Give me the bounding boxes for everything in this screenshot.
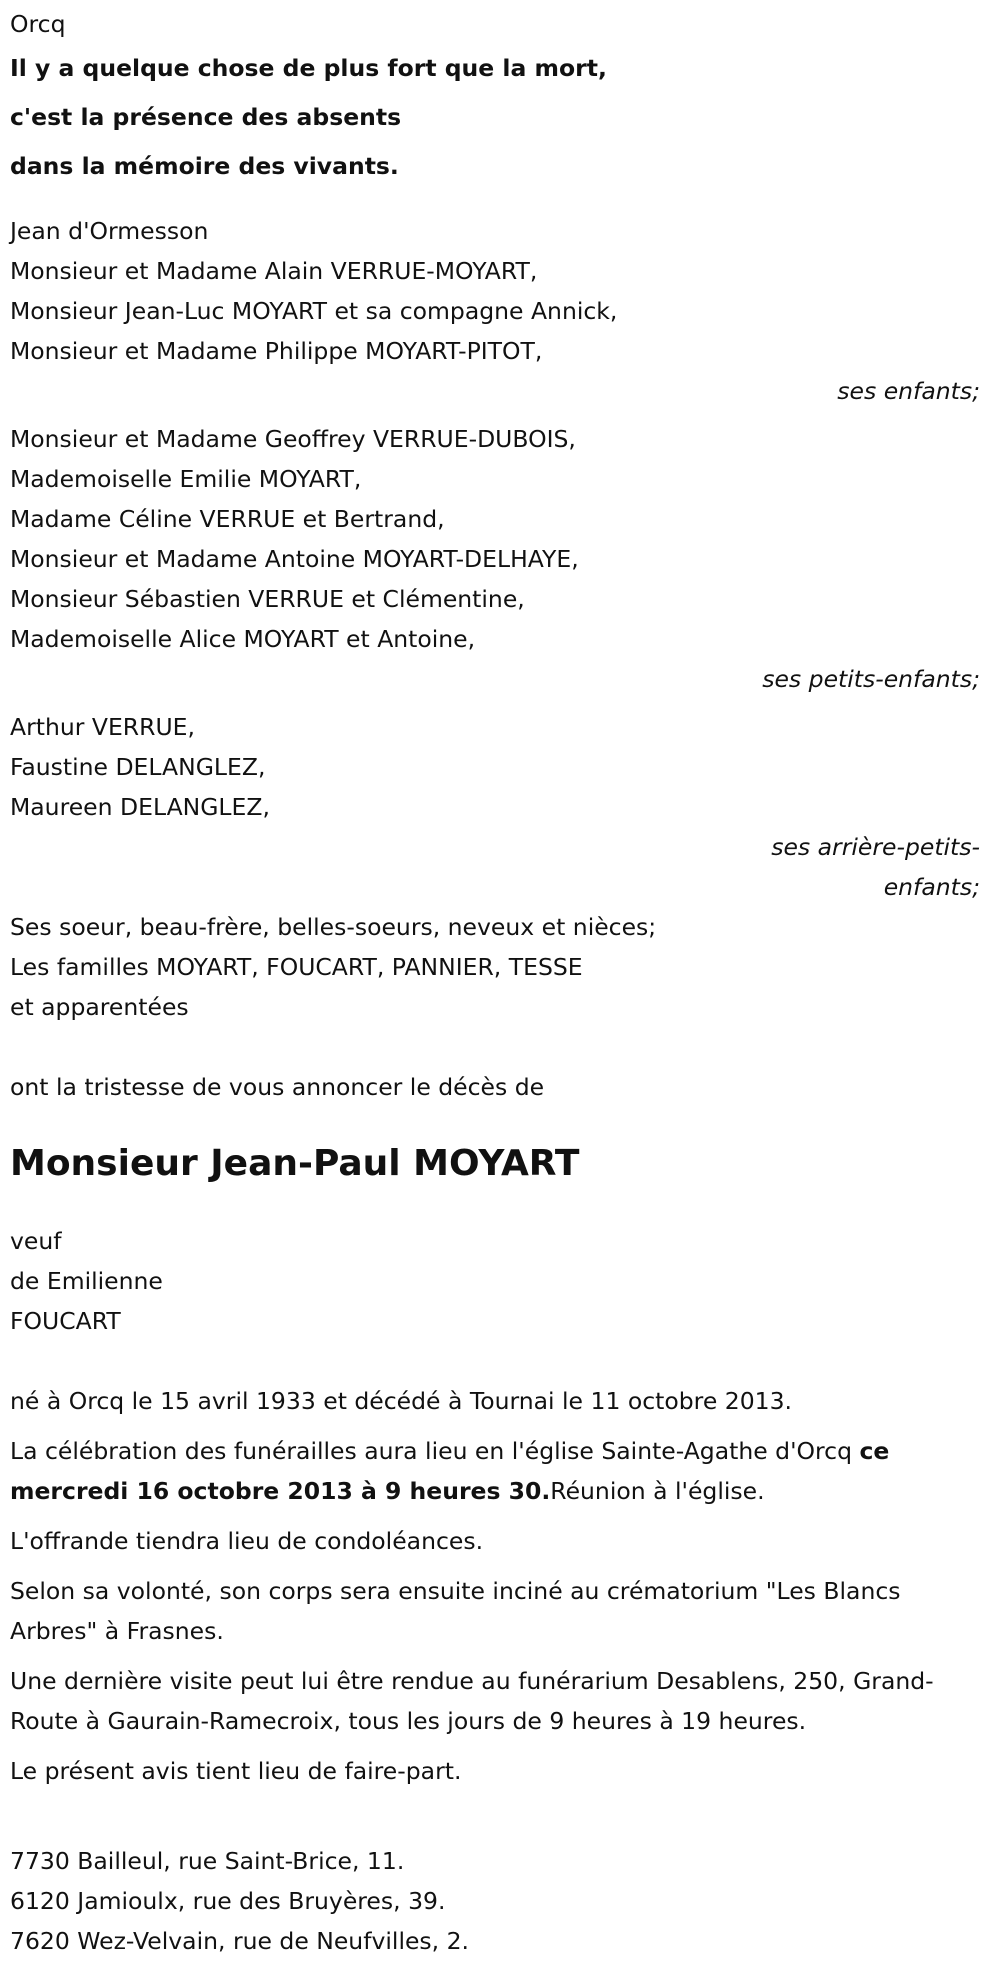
place-name: Orcq bbox=[10, 10, 66, 38]
relationship-label: ses arrière-petits-enfants; bbox=[771, 833, 980, 901]
grandchildren-group bbox=[10, 419, 990, 699]
family-name: Mademoiselle Emilie MOYART, bbox=[10, 465, 362, 493]
widower-line: de Emilienne bbox=[10, 1267, 163, 1295]
ceremony-date: ce mercredi 16 octobre 2013 à 9 heures 30. bbox=[10, 1437, 890, 1505]
quote-line: c'est la présence des absents bbox=[10, 103, 402, 131]
visit-text: Une dernière visite peut lui être rendue au funérarium Desablens, 250, Grand-Route à Gaurain-Ramecroix, tous les jours de 9 heures à 19 heures. bbox=[10, 1667, 934, 1735]
deceased-name: Monsieur Jean-Paul MOYART bbox=[10, 1143, 580, 1184]
ceremony-text bbox=[10, 1431, 985, 1511]
addresses-block bbox=[10, 1841, 990, 1961]
ceremony-intro: La célébration des funérailles aura lieu en l'église Sainte-Agathe d'Orcq bbox=[10, 1437, 853, 1465]
quote-author: Jean d'Ormesson bbox=[10, 217, 209, 245]
address-line: 7730 Bailleul, rue Saint-Brice, 11. bbox=[10, 1847, 405, 1875]
family-name: Monsieur et Madame Geoffrey VERRUE-DUBOIS, bbox=[10, 425, 576, 453]
offering-text: L'offrande tiendra lieu de condoléances. bbox=[10, 1527, 484, 1555]
relatives-line: Les familles MOYART, FOUCART, PANNIER, TESSE bbox=[10, 953, 583, 981]
notice-text: Le présent avis tient lieu de faire-part. bbox=[10, 1757, 462, 1785]
announcement-text: ont la tristesse de vous annoncer le décès de bbox=[10, 1073, 545, 1101]
widower-block bbox=[10, 1221, 990, 1341]
widower-line: FOUCART bbox=[10, 1307, 121, 1335]
widower-line: veuf bbox=[10, 1227, 62, 1255]
quote-line: dans la mémoire des vivants. bbox=[10, 152, 399, 180]
family-name: Monsieur Jean-Luc MOYART et sa compagne Annick, bbox=[10, 297, 618, 325]
family-name: Mademoiselle Alice MOYART et Antoine, bbox=[10, 625, 476, 653]
quote-line: Il y a quelque chose de plus fort que la mort, bbox=[10, 54, 607, 82]
relatives-group bbox=[10, 907, 990, 1027]
family-name: Madame Céline VERRUE et Bertrand, bbox=[10, 505, 445, 533]
quote-block bbox=[10, 44, 990, 191]
family-name: Monsieur et Madame Philippe MOYART-PITOT, bbox=[10, 337, 543, 365]
birth-death-text: né à Orcq le 15 avril 1933 et décédé à Tournai le 11 octobre 2013. bbox=[10, 1387, 793, 1415]
relatives-line: et apparentées bbox=[10, 993, 189, 1021]
relationship-label: ses petits-enfants; bbox=[762, 665, 980, 693]
family-name: Monsieur Sébastien VERRUE et Clémentine, bbox=[10, 585, 525, 613]
relatives-line: Ses soeur, beau-frère, belles-soeurs, neveux et nièces; bbox=[10, 913, 657, 941]
family-name: Maureen DELANGLEZ, bbox=[10, 793, 270, 821]
family-name: Monsieur et Madame Alain VERRUE-MOYART, bbox=[10, 257, 538, 285]
address-line: 6120 Jamioulx, rue des Bruyères, 39. bbox=[10, 1887, 446, 1915]
address-line: 7620 Wez-Velvain, rue de Neufvilles, 2. bbox=[10, 1927, 470, 1955]
family-name: Faustine DELANGLEZ, bbox=[10, 753, 266, 781]
relationship-label: ses enfants; bbox=[837, 377, 980, 405]
family-name: Arthur VERRUE, bbox=[10, 713, 195, 741]
obituary-content bbox=[10, 4, 990, 1961]
children-group bbox=[10, 251, 990, 411]
great-grandchildren-group bbox=[10, 707, 990, 907]
cremation-text: Selon sa volonté, son corps sera ensuite inciné au crématorium "Les Blancs Arbres" à Frasnes. bbox=[10, 1577, 901, 1645]
family-name: Monsieur et Madame Antoine MOYART-DELHAYE, bbox=[10, 545, 579, 573]
ceremony-meeting: Réunion à l'église. bbox=[550, 1477, 765, 1505]
